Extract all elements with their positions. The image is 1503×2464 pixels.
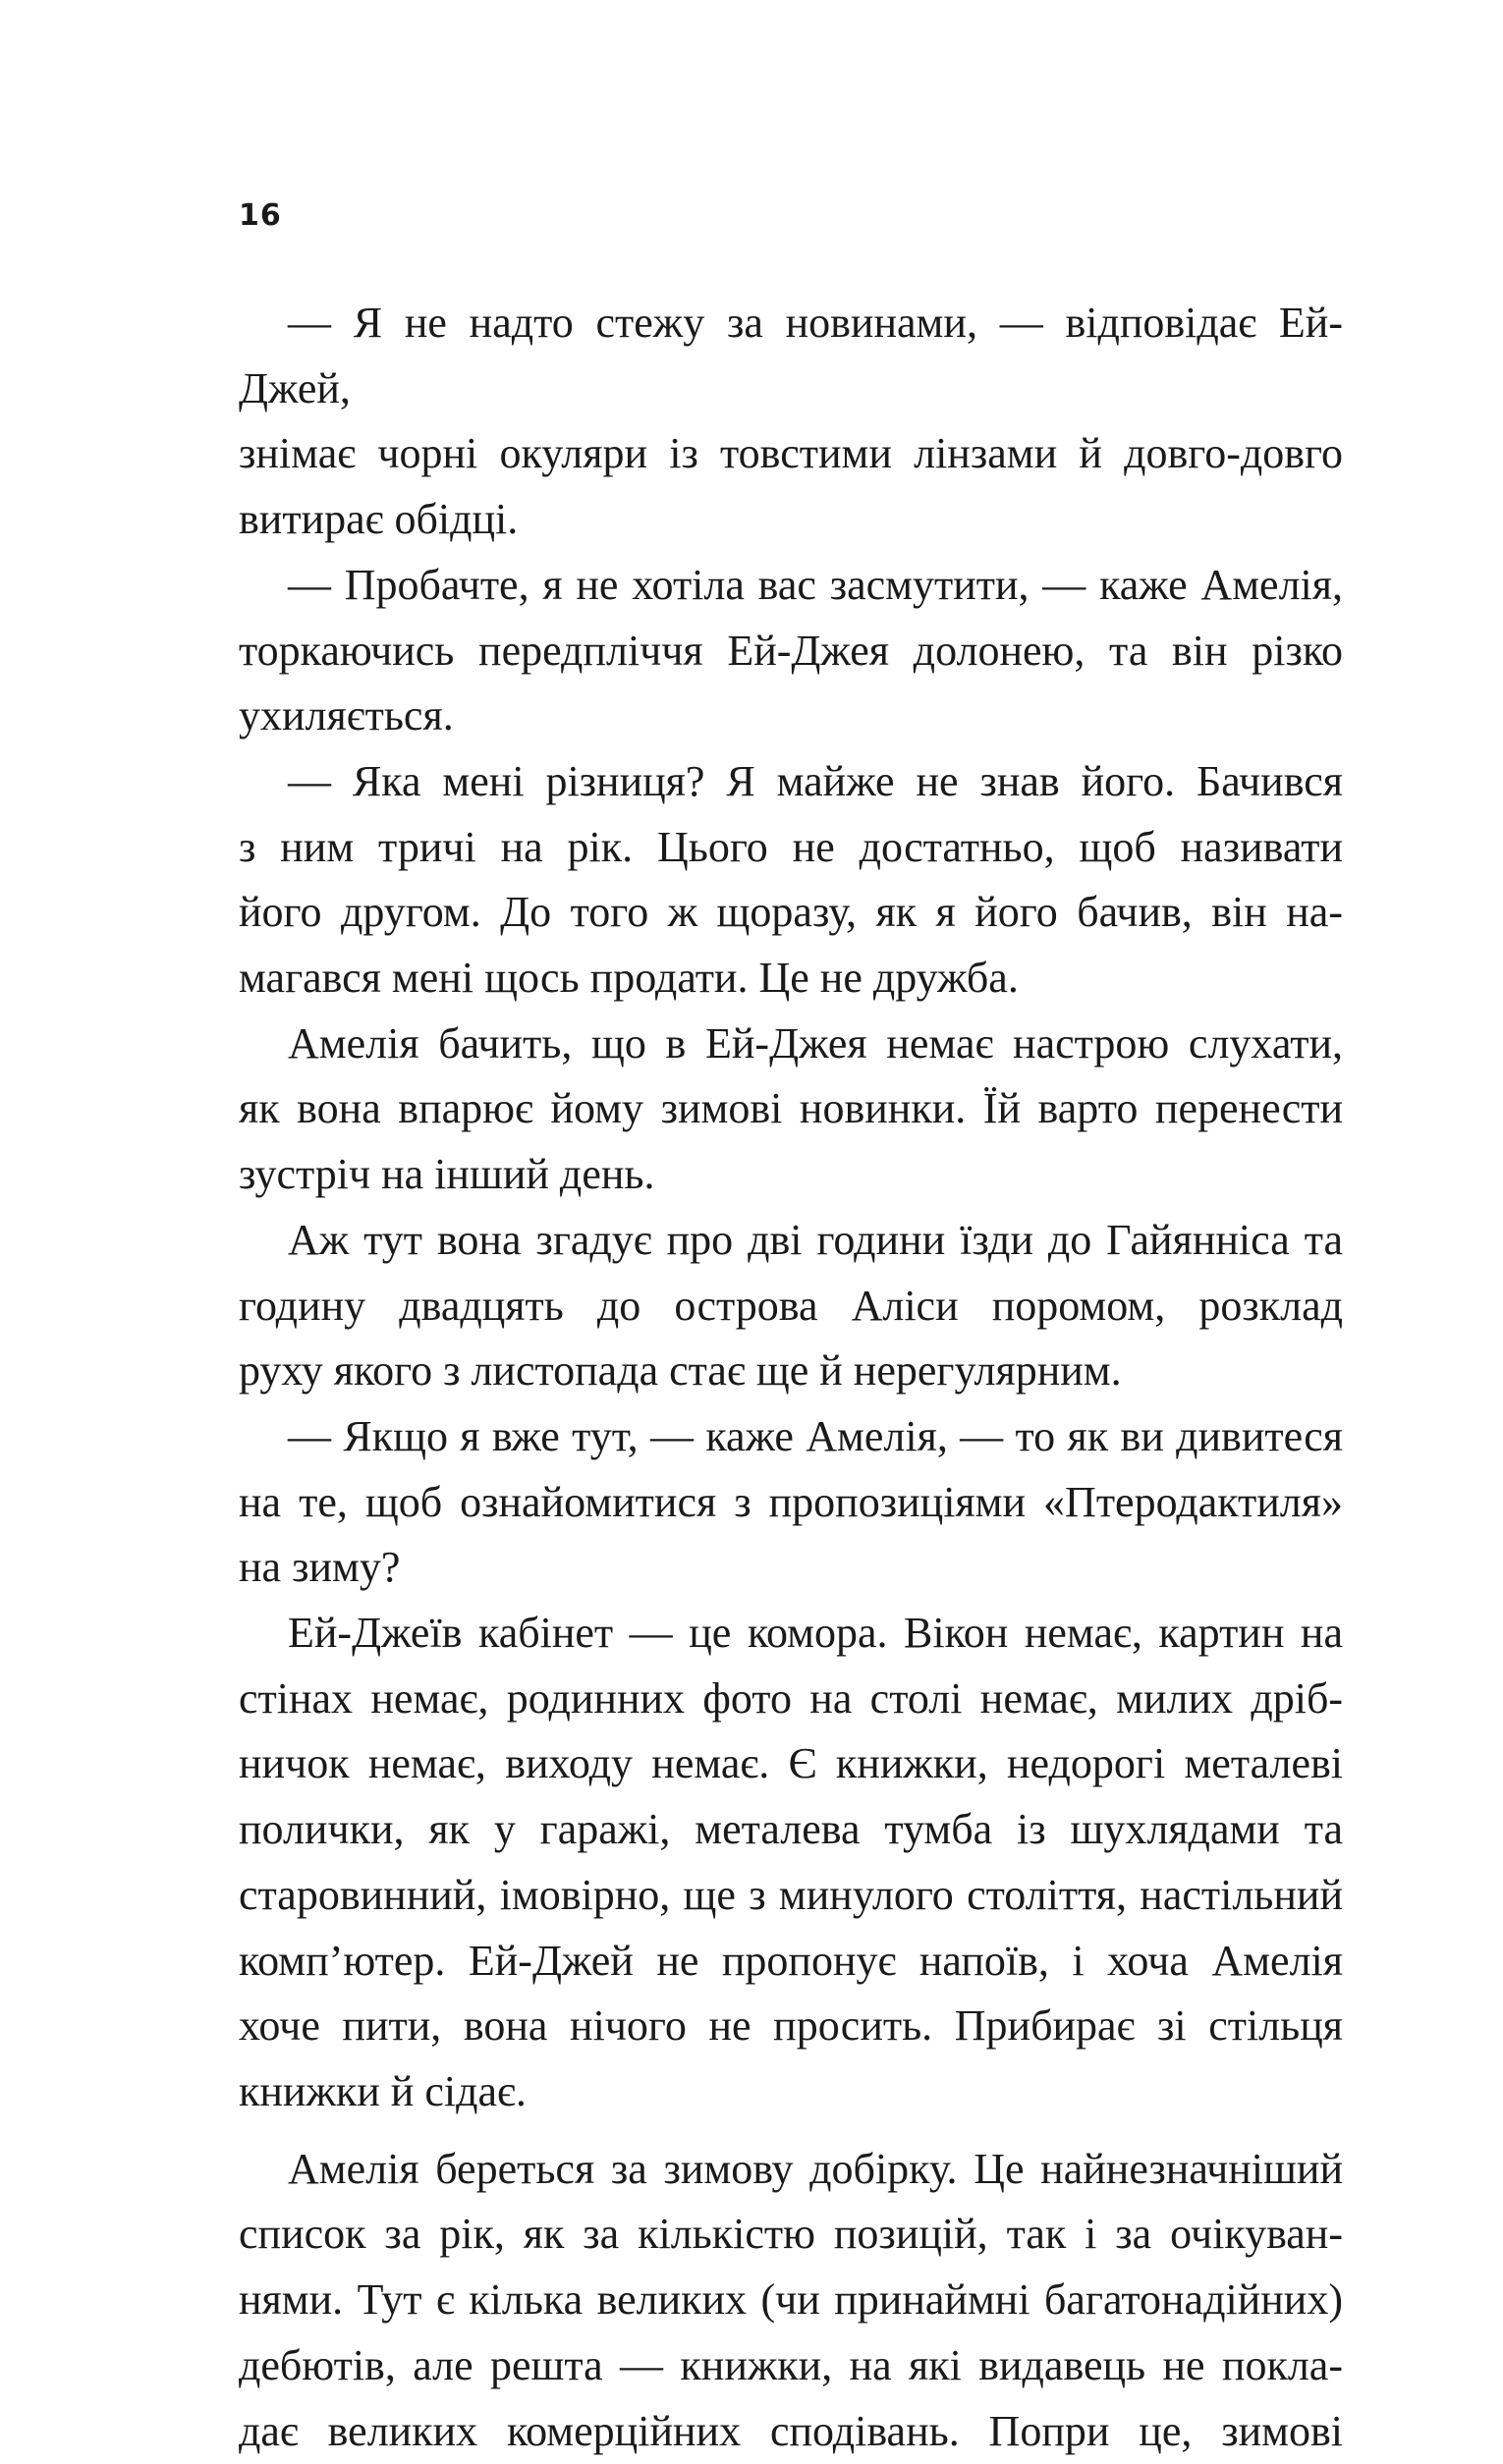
text-line: комп’ютер. Ей-Джей не пропонує напоїв, і хоча Амелія — [239, 1929, 1343, 1995]
text-line: — Якщо я вже тут, — каже Амелія, — то як ви дивитеся — [239, 1404, 1343, 1470]
text-line: дебютів, але решта — книжки, на які видавець не покла- — [239, 2333, 1343, 2399]
text-line: на зиму? — [239, 1535, 1343, 1601]
text-line: полички, як у гаражі, металева тумба із шухлядами та — [239, 1797, 1343, 1863]
body-text — [239, 291, 1343, 2464]
text-line: зустріч на інший день. — [239, 1142, 1343, 1208]
text-line: торкаючись передпліччя Ей-Джея долонею, та він різко — [239, 619, 1343, 684]
text-line: стінах немає, родинних фото на столі немає, милих дріб- — [239, 1667, 1343, 1732]
text-line: Амелія бачить, що в Ей-Джея немає настрою слухати, — [239, 1012, 1343, 1077]
text-line: — Яка мені різниця? Я майже не знав його. Бачився — [239, 749, 1343, 815]
text-line: витирає обідці. — [239, 487, 1343, 553]
text-line: список за рік, як за кількістю позицій, так і за очікуван- — [239, 2202, 1343, 2268]
text-line: годину двадцять до острова Аліси поромом, розклад — [239, 1274, 1343, 1340]
text-line: нями. Тут є кілька великих (чи принаймні багатонадійних) — [239, 2268, 1343, 2333]
text-line: дає великих комерційних сподівань. Попри це, зимові — [239, 2399, 1343, 2464]
text-line: ничок немає, виходу немає. Є книжки, недорогі металеві — [239, 1731, 1343, 1797]
text-line: книжки й сідає. — [239, 2059, 1343, 2125]
text-line: ухиляється. — [239, 684, 1343, 749]
page-number: 16 — [239, 196, 282, 236]
text-line: Аж тут вона згадує про дві години їзди до Гайяннiса та — [239, 1208, 1343, 1274]
text-line: знімає чорні окуляри із товстими лінзами й довго-довго — [239, 421, 1343, 487]
text-line: магався мені щось продати. Це не дружба. — [239, 946, 1343, 1012]
text-line: як вона впарює йому зимові новинки. Їй варто перенести — [239, 1076, 1343, 1142]
text-line: старовинний, імовірно, ще з минулого століття, настільний — [239, 1863, 1343, 1929]
text-line: Амелія береться за зимову добірку. Це найнезначніший — [239, 2137, 1343, 2203]
text-line: хоче пити, вона нічого не просить. Прибирає зі стільця — [239, 1994, 1343, 2059]
text-line: Ей-Джеїв кабінет — це комора. Вікон немає, картин на — [239, 1601, 1343, 1667]
text-line: його другом. До того ж щоразу, як я його бачив, він на- — [239, 880, 1343, 946]
text-line: на те, щоб ознайомитися з пропозиціями «Птеродактиля» — [239, 1470, 1343, 1536]
text-line: руху якого з листопада стає ще й нерегулярним. — [239, 1339, 1343, 1404]
text-line: з ним тричі на рік. Цього не достатньо, щоб називати — [239, 815, 1343, 881]
text-line: — Пробачте, я не хотіла вас засмутити, — каже Амелія, — [239, 553, 1343, 619]
text-line: — Я не надто стежу за новинами, — відповідає Ей-Джей, — [239, 291, 1343, 421]
